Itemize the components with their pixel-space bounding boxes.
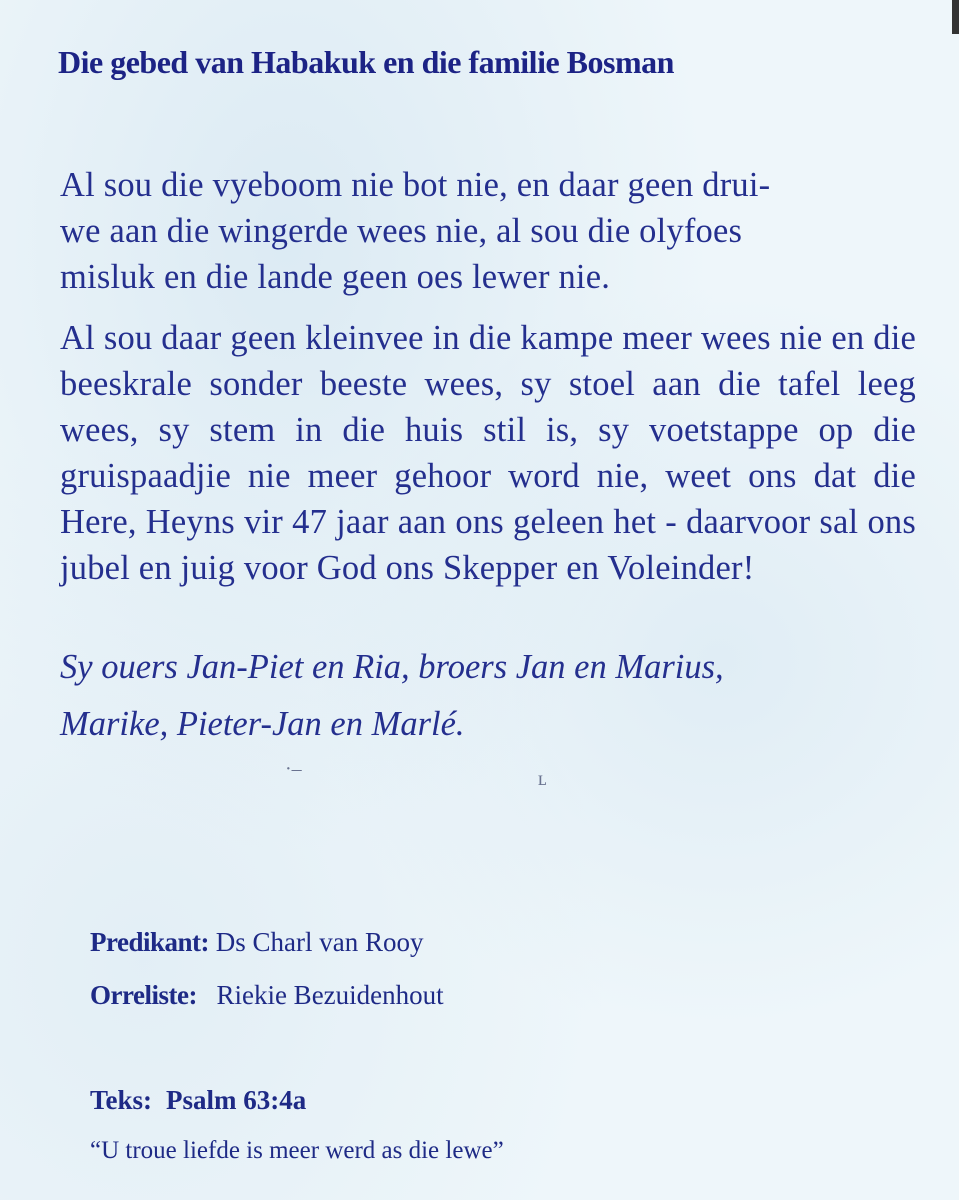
paragraph-1 [60, 162, 916, 300]
scan-edge-mark [952, 0, 959, 34]
predikant-row [90, 927, 424, 958]
orreliste-row [90, 980, 444, 1011]
teks-label: Teks: [90, 1085, 153, 1115]
teks-row [90, 1085, 306, 1116]
orreliste-value: Riekie Bezuidenhout [216, 980, 444, 1010]
scripture-quote: “U troue liefde is meer werd as die lewe” [90, 1137, 504, 1164]
paragraph-1-text: Al sou die vyeboom nie bot nie, en daar geen drui- we aan die wingerde wees nie, al sou die olyfoes misluk en die lande geen oes lewer nie. [60, 166, 771, 296]
signature-line-2: Marike, Pieter-Jan en Marlé. [60, 705, 465, 743]
page-title: Die gebed van Habakuk en die familie Bosman [58, 44, 674, 80]
predikant-value: Ds Charl van Rooy [215, 927, 424, 957]
paragraph-2: Al sou daar geen kleinvee in die kampe meer wees nie en die beeskrale sonder beeste wees, sy stoel aan die tafel leeg wees, sy stem in die huis stil is, sy voetstappe op die gruispaadjie nie meer gehoor word nie, weet ons dat die Here, Heyns vir 47 jaar aan ons geleen het - daarvoor sal ons jubel en juig voor God ons Skepper en Voleinder! [60, 319, 916, 587]
teks-value: Psalm 63:4a [166, 1085, 307, 1115]
scan-speck: ʟ [538, 768, 547, 790]
scan-speck: ·– [285, 758, 302, 780]
signature-line-1: Sy ouers Jan-Piet en Ria, broers Jan en Marius, [60, 648, 724, 686]
predikant-label: Predikant: [90, 927, 210, 957]
orreliste-label: Orreliste: [90, 980, 197, 1010]
